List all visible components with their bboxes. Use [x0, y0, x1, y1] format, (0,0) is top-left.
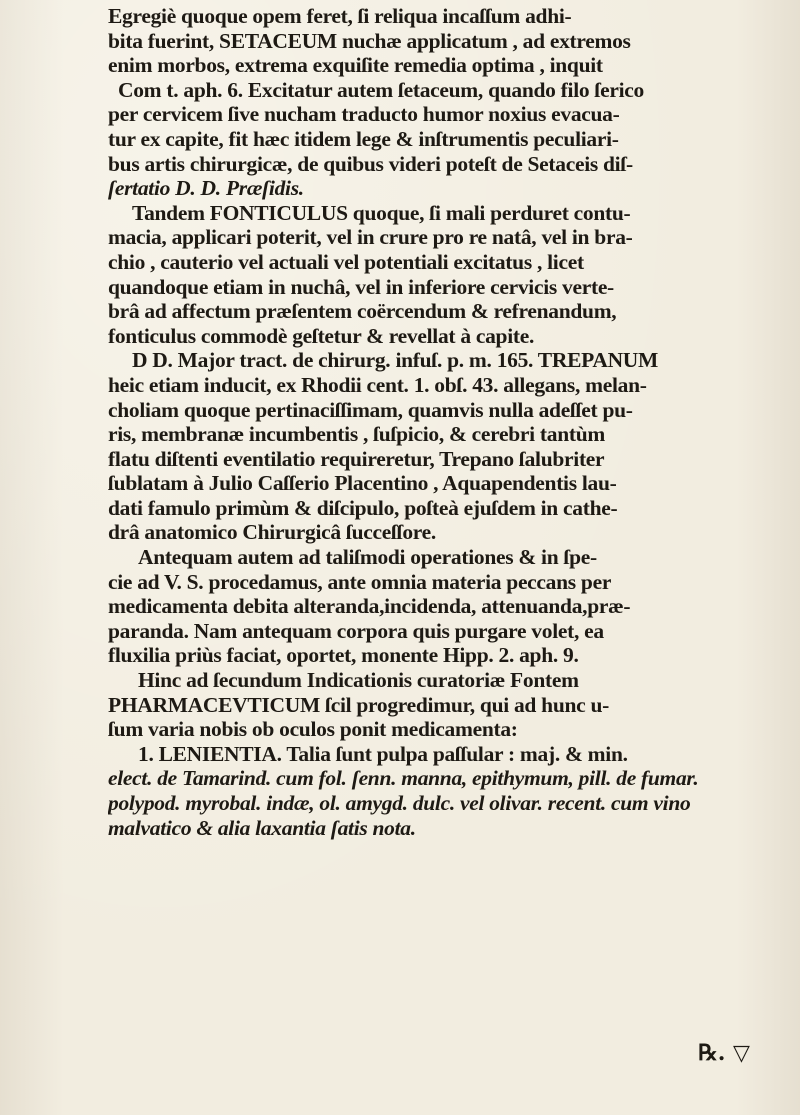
text-line: Egregiè quoque opem feret, ſi reliqua incaſſum adhi- [108, 4, 572, 28]
text-line: bita fuerint, SETACEUM nuchæ applicatum , ad extremos [108, 28, 631, 53]
text-line: Hinc ad ſecundum Indicationis curatoriæ Fontem [138, 668, 579, 693]
text-block [108, 4, 768, 840]
text-line: brâ ad affectum præſentem coërcendum & refrenandum, [108, 299, 617, 324]
text-line: malvatico & alia laxantia ſatis nota. [108, 815, 416, 840]
text-line: tur ex capite, fit hæc itidem lege & inſtrumentis peculiari- [108, 126, 619, 151]
text-line: Com t. aph. 6. Excitatur autem ſetaceum, quando filo ſerico [118, 77, 644, 102]
text-line: drâ anatomico Chirurgicâ ſucceſſore. [108, 520, 436, 545]
text-line: 1. LENIENTIA. Talia ſunt pulpa paſſular : maj. & min. [138, 741, 628, 766]
text-line: fluxilia priùs faciat, oportet, monente Hipp. 2. aph. 9. [108, 643, 579, 668]
text-line: flatu diſtenti eventilatio requireretur, Trepano ſalubriter [108, 446, 605, 471]
text-line: PHARMACEVTICUM ſcil progredimur, qui ad hunc u- [108, 692, 609, 717]
text-line: elect. de Tamarind. cum fol. ſenn. manna, epithymum, pill. de fumar. [108, 766, 699, 791]
text-line: ſum varia nobis ob oculos ponit medicamenta: [108, 717, 518, 742]
text-line: bus artis chirurgicæ, de quibus videri poteſt de Setaceis diſ- [108, 151, 633, 176]
text-line: D D. Major tract. de chirurg. infuſ. p. m. 165. TREPANUM [132, 348, 659, 373]
text-line: polypod. myrobal. indæ, ol. amygd. dulc. vel olivar. recent. cum vino [108, 791, 691, 815]
text-line: fonticulus commodè geſtetur & revellat à capite. [108, 323, 535, 348]
text-line: paranda. Nam antequam corpora quis purgare volet, ea [108, 618, 604, 643]
text-line: ſertatio D. D. Præſidis. [108, 176, 304, 201]
text-line: per cervicem ſive nucham traducto humor noxius evacua- [108, 102, 620, 127]
text-line: Tandem FONTICULUS quoque, ſi mali perduret contu- [132, 200, 631, 225]
text-line: macia, applicari poterit, vel in crure pro re natâ, vel in bra- [108, 225, 633, 250]
page-signature: ℞. ▽ [698, 1040, 750, 1066]
text-line: heic etiam inducit, ex Rhodii cent. 1. obſ. 43. allegans, melan- [108, 372, 647, 397]
text-line: cie ad V. S. procedamus, ante omnia materia peccans per [108, 569, 612, 594]
text-line: chio , cauterio vel actuali vel potentiali excitatus , licet [108, 249, 584, 274]
text-line: ſublatam à Julio Caſſerio Placentino , Aquapendentis lau- [108, 471, 617, 496]
text-line: choliam quoque pertinaciſſimam, quamvis nulla adeſſet pu- [108, 397, 633, 422]
text-line: Antequam autem ad taliſmodi operationes & in ſpe- [138, 545, 597, 570]
text-line: quandoque etiam in nuchâ, vel in inferiore cervicis verte- [108, 274, 614, 299]
text-line: enim morbos, extrema exquiſite remedia optima , inquit [108, 53, 603, 78]
text-line: medicamenta debita alteranda,incidenda, attenuanda,præ- [108, 594, 631, 619]
text-line: ris, membranæ incumbentis , ſuſpicio, & cerebri tantùm [108, 422, 605, 447]
text-line: dati famulo primùm & diſcipulo, poſteà ejuſdem in cathe- [108, 495, 618, 520]
